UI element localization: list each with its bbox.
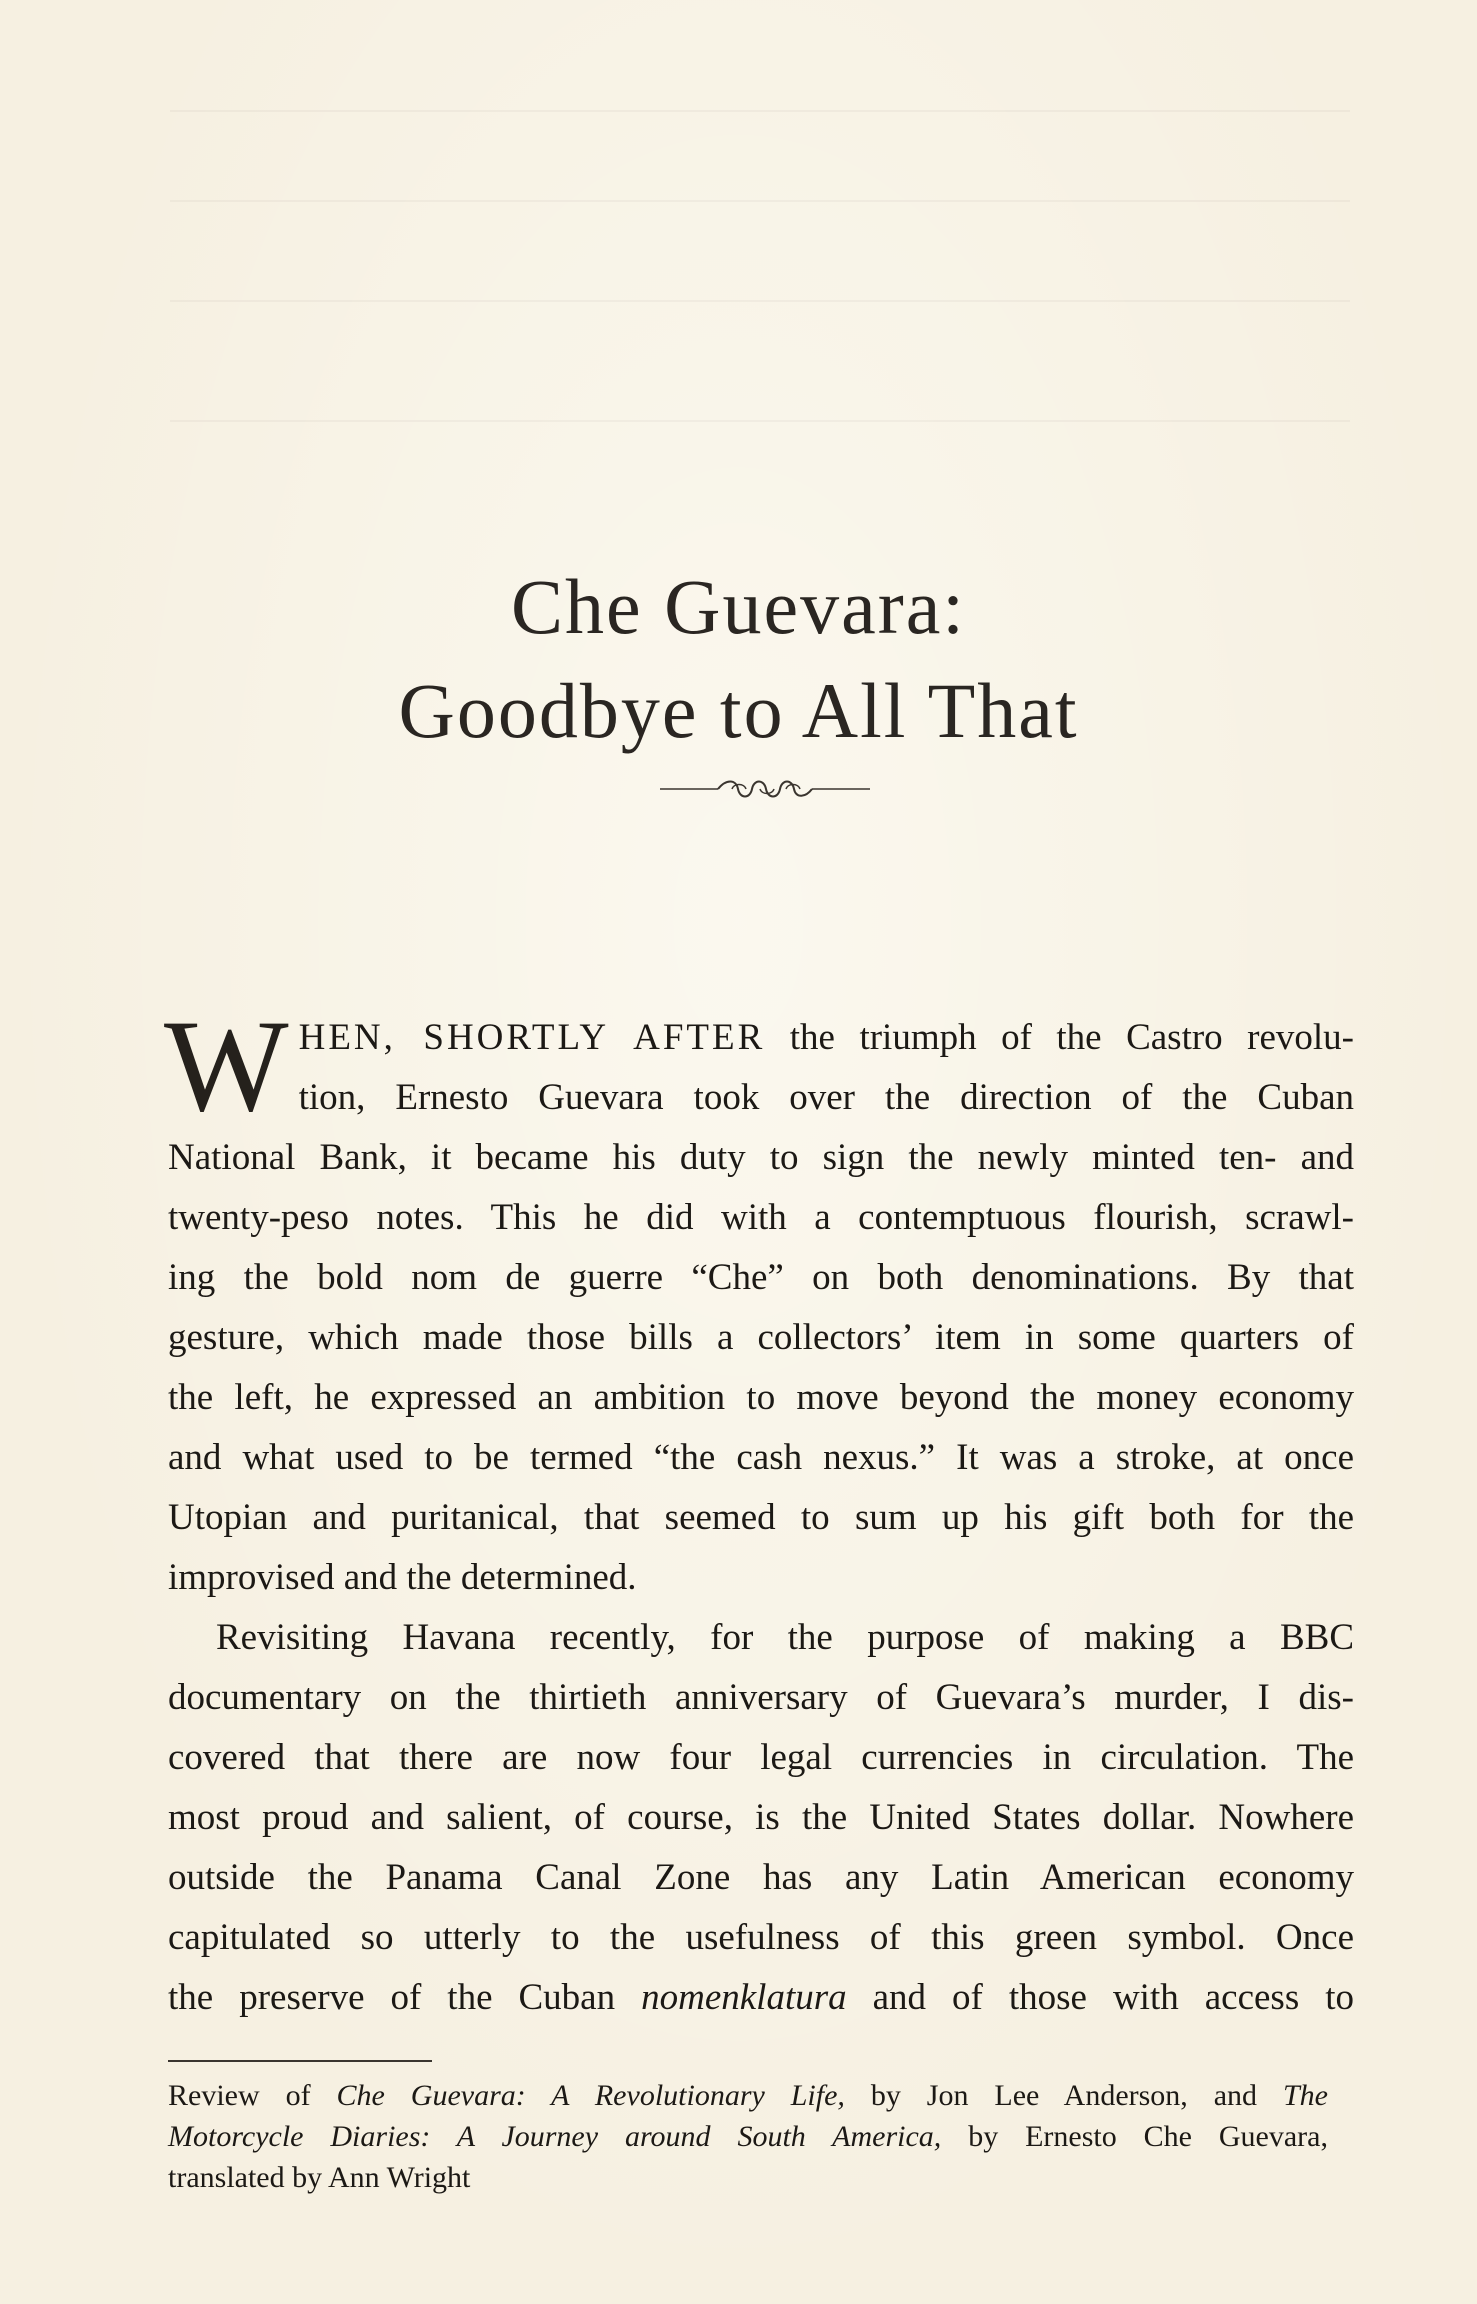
- text-fragment: and of those with access to: [846, 1977, 1354, 2018]
- text-line: gesture, which made those bills a collectors’ item in some quarters of: [168, 1317, 1354, 1358]
- text-fragment: Review of: [168, 2079, 337, 2112]
- italic-term: nomenklatura: [641, 1977, 847, 2018]
- text-line: ing the bold nom de guerre “Che” on both denominations. By that: [168, 1257, 1354, 1298]
- text-fragment: the preserve of the Cuban: [168, 1977, 642, 2018]
- footnote-line: [168, 2075, 1328, 2116]
- title-line-1: Che Guevara:: [511, 563, 966, 650]
- footnote-line: [168, 2116, 1328, 2157]
- paragraph-2: [168, 1608, 1354, 2028]
- text-line: most proud and salient, of course, is the United States dollar. Nowhere: [168, 1797, 1354, 1838]
- bleed-through-line: [170, 300, 1350, 302]
- footnote-divider: [168, 2060, 432, 2062]
- paragraph-1: [164, 992, 1354, 1608]
- drop-cap: W: [164, 992, 289, 1139]
- text-line: the left, he expressed an ambition to move beyond the money economy: [168, 1377, 1354, 1418]
- lead-in-smallcaps: HEN, SHORTLY AFTER: [298, 1017, 766, 1058]
- text-fragment: by Jon Lee Anderson, and: [844, 2079, 1283, 2112]
- text-line: improvised and the determined.: [168, 1557, 637, 1598]
- footnote: [168, 2075, 1328, 2198]
- text-line: twenty-peso notes. This he did with a contemptuous flourish, scrawl-: [168, 1197, 1354, 1238]
- text-line: Revisiting Havana recently, for the purpose of making a BBC: [216, 1617, 1354, 1658]
- text-line: tion, Ernesto Guevara took over the direction of the Cuban: [298, 1077, 1354, 1118]
- book-title: Motorcycle Diaries: A Journey around South America,: [168, 2120, 942, 2153]
- text-fragment: the triumph of the Castro revolu-: [765, 1017, 1354, 1058]
- text-line: capitulated so utterly to the usefulness of this green symbol. Once: [168, 1917, 1354, 1958]
- text-line: National Bank, it became his duty to sign the newly minted ten- and: [168, 1137, 1354, 1178]
- text-line: covered that there are now four legal currencies in circulation. The: [168, 1737, 1354, 1778]
- book-title: The: [1283, 2079, 1328, 2112]
- chapter-title: [0, 555, 1477, 763]
- bleed-through-line: [170, 420, 1350, 422]
- text-line: and what used to be termed “the cash nexus.” It was a stroke, at once: [168, 1437, 1354, 1478]
- bleed-through-line: [170, 200, 1350, 202]
- bleed-through-line: [170, 110, 1350, 112]
- body-text: [164, 992, 1354, 2028]
- text-line: [168, 1008, 1354, 1068]
- text-fragment: by Ernesto Che Guevara,: [941, 2120, 1328, 2153]
- text-line: outside the Panama Canal Zone has any Latin American economy: [168, 1857, 1354, 1898]
- text-line: documentary on the thirtieth anniversary of Guevara’s murder, I dis-: [168, 1677, 1354, 1718]
- footnote-line: translated by Ann Wright: [168, 2161, 471, 2194]
- book-title: Che Guevara: A Revolutionary Life,: [336, 2079, 845, 2112]
- text-line: [168, 1968, 1354, 2028]
- title-line-2: Goodbye to All That: [398, 667, 1079, 754]
- ornament-flourish-icon: [660, 775, 870, 803]
- text-line: Utopian and puritanical, that seemed to sum up his gift both for the: [168, 1497, 1354, 1538]
